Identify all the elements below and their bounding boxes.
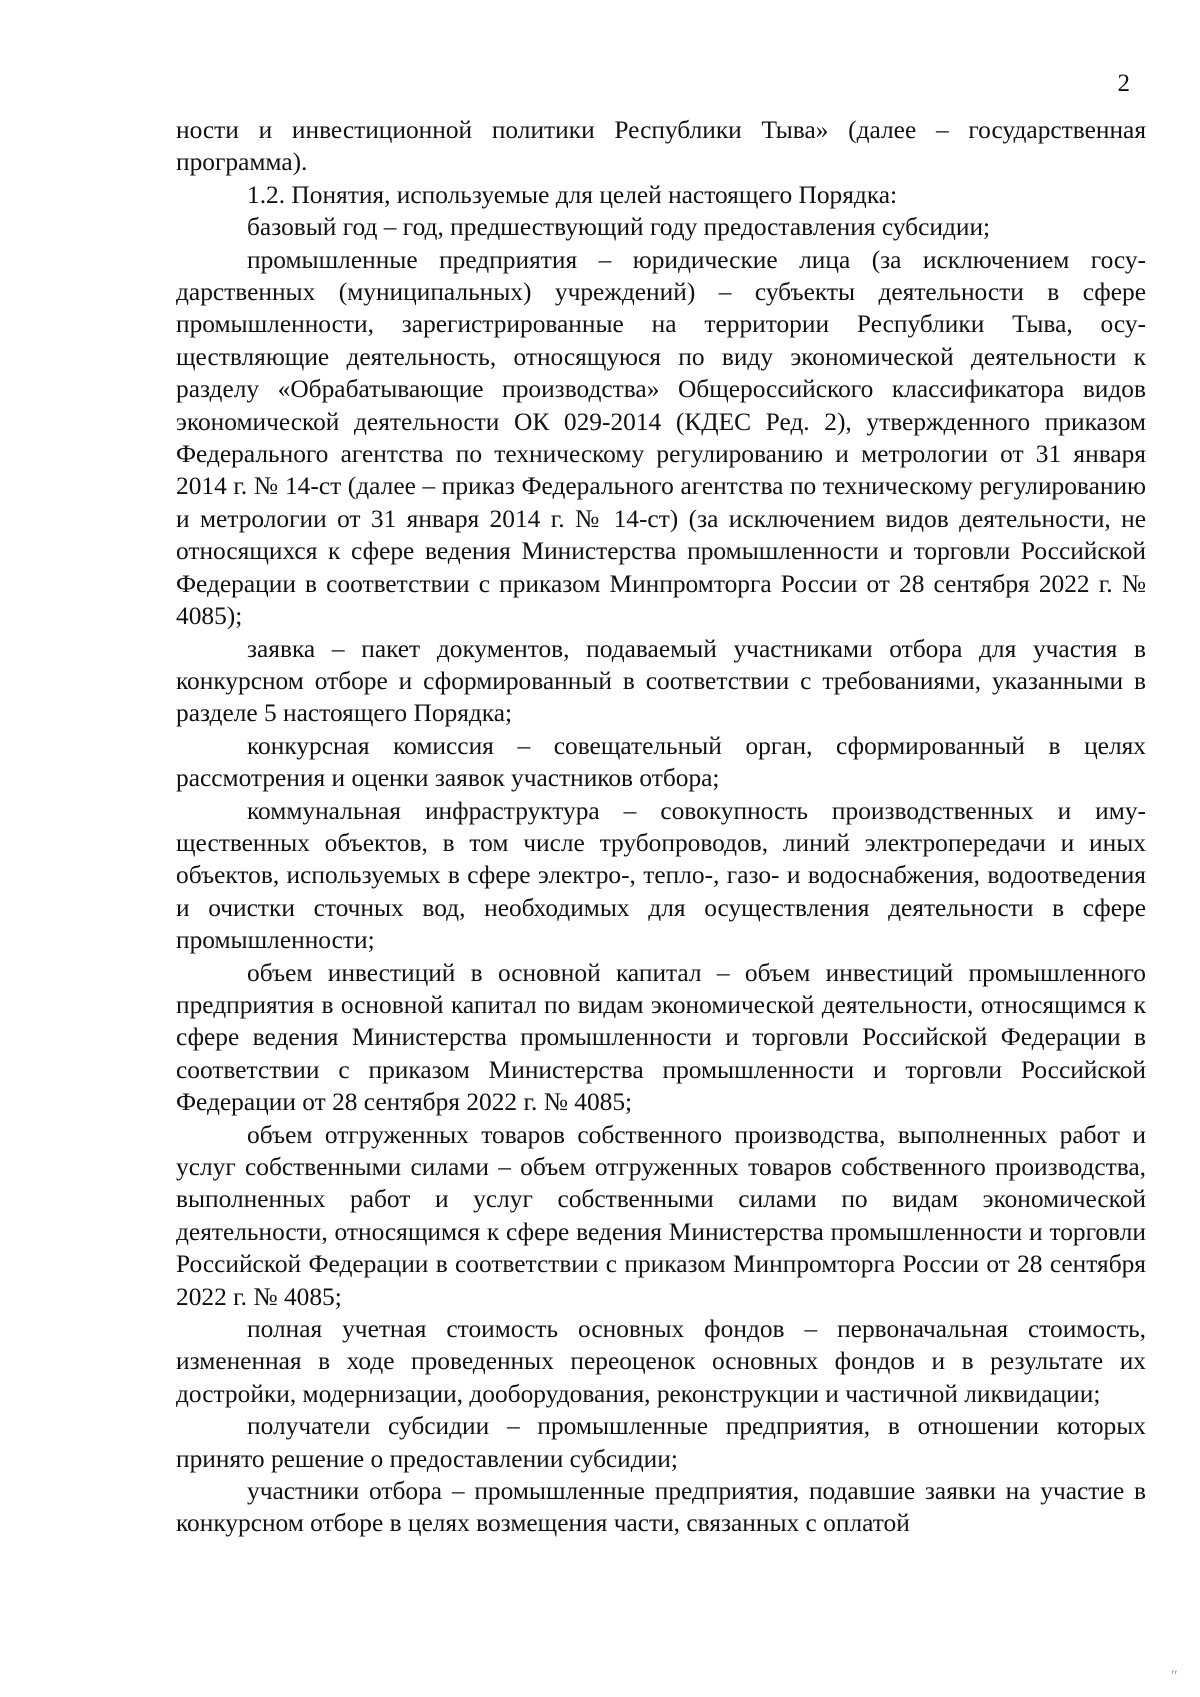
- paragraph-definition-competition-commission: конкурсная комиссия – совещательный орган, сформированный в целях рассмотрения и оценки заявок участников отбора;: [176, 731, 1146, 793]
- paragraph-continuation: ности и инвестиционной политики Республики Тыва» (далее – государственная программа).: [176, 116, 1146, 177]
- page-number: 2: [1117, 70, 1130, 97]
- paragraph-definition-investment-volume: объем инвестиций в основной капитал – объем инвестиций промышленного предприятия в основной капитал по видам экономической деятельности, относящимся к сфере ведения Министерства промышленности и торговли Российской Федерации в соответствии с приказом Министерства промышленности и торговли Российской Федерации от 28 сентября 2022 г. № 4085;: [176, 958, 1146, 1117]
- scan-corner-mark: ″: [1170, 1668, 1177, 1685]
- paragraph-definition-shipped-goods-volume: объем отгруженных товаров собственного производства, выполненных работ и услуг собственными силами – объем отгруженных товаров собственного производства, выполненных работ и услуг собственными силами по видам экономической деятельности, относящимся к сфере ведения Министерства промышленности и торговли Российской Федерации в соответствии с приказом Минпромторга России от 28 сентября 2022 г. № 4085;: [176, 1120, 1146, 1311]
- paragraph-definition-selection-participants: участники отбора – промышленные предприятия, подавшие заявки на участие в конкурсном отборе в целях возмещения части, связанных с оплатой: [176, 1477, 1146, 1538]
- paragraph-definition-application: заявка – пакет документов, подаваемый участниками отбора для участия в конкурсном отборе и сформированный в соответствии с требованиями, указанными в разделе 5 настоящего Порядка;: [176, 634, 1146, 728]
- paragraph-definition-full-book-value: полная учетная стоимость основных фондов – первоначальная стоимость, измененная в ходе проведенных переоценок основных фондов и в результате их достройки, модернизации, дооборудования, реконструкции и частичной ликвидации;: [176, 1315, 1146, 1408]
- paragraph-definition-communal-infrastructure: коммунальная инфраструктура – совокупность производственных и имущественных объектов, в том числе трубопроводов, линий электропередачи и иных объектов, используемых в сфере электро-, тепло-, газо- и водоснабжения, водоотведения и очистки сточных вод, необходимых для осуществления деятельности в сфере промышленности;: [176, 796, 1146, 955]
- paragraph-definition-base-year: базовый год – год, предшествующий году предоставления субсидии;: [247, 213, 991, 242]
- document-body: [176, 114, 1146, 1540]
- paragraph-section-heading: 1.2. Понятия, используемые для целей настоящего Порядка:: [247, 180, 898, 209]
- paragraph-definition-industrial-enterprises: промышленные предприятия – юридические лица (за исключением государственных (муниципальных) учреждений) – субъекты деятельности в сфере промышленности, зарегистрированные на территории Республики Тыва, осуществляющие деятельность, относящуюся по виду экономической деятельности к разделу «Обрабатывающие производства» Общероссийского классификатора видов экономической деятельности ОК 029-2014 (КДЕС Ред. 2), утвержденного приказом Федерального агентства по техническому регулированию и метрологии от 31 января 2014 г. № 14-ст (далее – приказ Федерального агентства по техническому регулированию и метрологии от 31 января 2014 г. № 14-ст) (за исключением видов деятельности, не относящихся к сфере ведения Министерства промышленности и торговли Российской Федерации в соответствии с приказом Минпромторга России от 28 сентября 2022 г. № 4085);: [176, 245, 1146, 631]
- paragraph-definition-subsidy-recipients: получатели субсидии – промышленные предприятия, в отношении которых принято решение о предоставлении субсидии;: [176, 1412, 1146, 1473]
